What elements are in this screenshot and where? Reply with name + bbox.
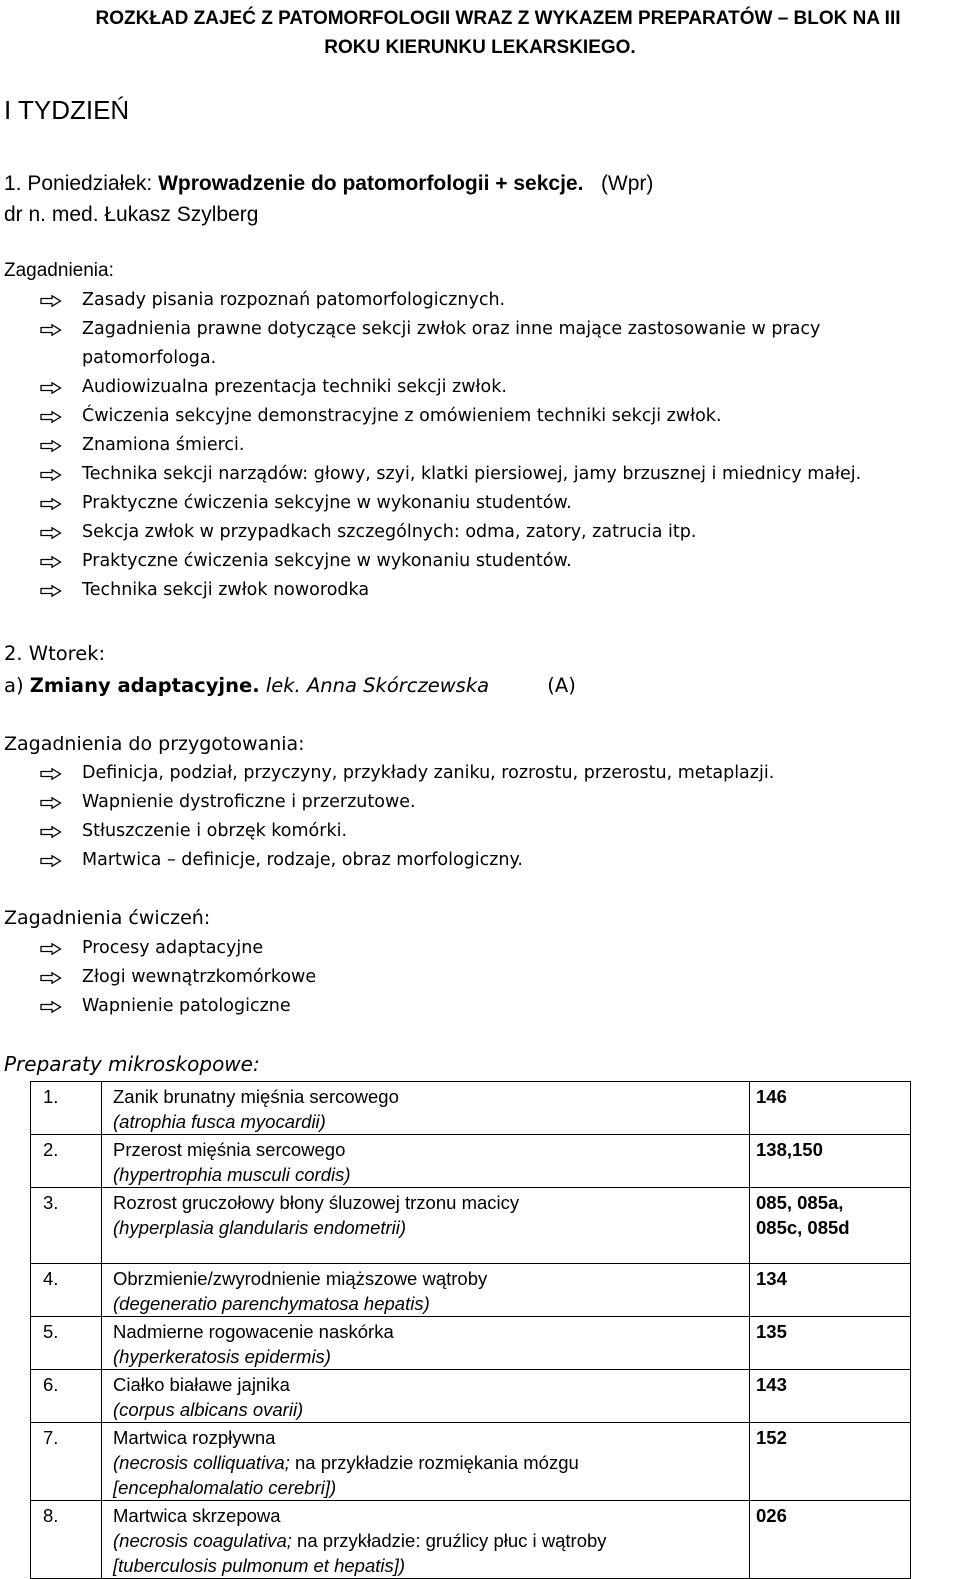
lesson-1-issues-heading: Zagadnienia:	[4, 260, 114, 281]
arrow-right-icon	[40, 295, 62, 307]
list-item: Zagadnienia prawne dotyczące sekcji zwłok oraz inne mające zastosowanie w pracy patomorfologa.	[40, 315, 861, 373]
list-item: Zasady pisania rozpoznań patomorfologicznych.	[40, 286, 861, 315]
arrow-right-icon	[40, 1001, 62, 1013]
arrow-right-icon	[40, 768, 62, 780]
list-item: Definicja, podział, przyczyny, przykłady zaniku, rozrostu, przerostu, metaplazji.	[40, 759, 774, 788]
lesson-1-issues-list	[40, 286, 861, 605]
row-code: 138,150	[750, 1135, 911, 1188]
table-row	[31, 1501, 911, 1579]
row-code: 146	[750, 1082, 911, 1135]
row-code: 134	[750, 1264, 911, 1317]
arrow-right-icon	[40, 440, 62, 452]
list-item: Praktyczne ćwiczenia sekcyjne w wykonaniu studentów.	[40, 547, 861, 576]
arrow-right-icon	[40, 498, 62, 510]
row-code: 143	[750, 1370, 911, 1423]
arrow-right-icon	[40, 324, 62, 336]
row-number: 8.	[31, 1501, 102, 1579]
list-item: Sekcja zwłok w przypadkach szczególnych: odma, zatory, zatrucia itp.	[40, 518, 861, 547]
lesson-2-day: 2. Wtorek:	[4, 642, 106, 665]
lesson-2-prep-list	[40, 759, 774, 875]
table-row	[31, 1370, 911, 1423]
row-number: 3.	[31, 1188, 102, 1264]
row-code: 026	[750, 1501, 911, 1579]
row-number: 2.	[31, 1135, 102, 1188]
arrow-right-icon	[40, 469, 62, 481]
lesson-1-topic: Wprowadzenie do patomorfologii + sekcje.	[158, 172, 584, 195]
row-description: Rozrost gruczołowy błony śluzowej trzonu macicy (hyperplasia glandularis endometrii)	[102, 1188, 750, 1264]
lesson-2-prefix: a)	[4, 674, 24, 697]
list-item: Audiowizualna prezentacja techniki sekcji zwłok.	[40, 373, 861, 402]
arrow-right-icon	[40, 585, 62, 597]
row-number: 7.	[31, 1423, 102, 1501]
arrow-right-icon	[40, 826, 62, 838]
list-item: Stłuszczenie i obrzęk komórki.	[40, 817, 774, 846]
lesson-1-header	[4, 168, 653, 230]
row-description: Ciałko białawe jajnika (corpus albicans ovarii)	[102, 1370, 750, 1423]
list-item: Wapnienie patologiczne	[40, 992, 316, 1021]
list-item: Technika sekcji zwłok noworodka	[40, 576, 861, 605]
list-item: Wapnienie dystroficzne i przerzutowe.	[40, 788, 774, 817]
lesson-2-header	[4, 638, 576, 702]
lesson-2-code: (A)	[547, 674, 576, 697]
table-row	[31, 1135, 911, 1188]
row-number: 5.	[31, 1317, 102, 1370]
row-number: 4.	[31, 1264, 102, 1317]
list-item: Ćwiczenia sekcyjne demonstracyjne z omówieniem techniki sekcji zwłok.	[40, 402, 861, 431]
lesson-2-prep-heading: Zagadnienia do przygotowania:	[4, 733, 305, 755]
row-description: Obrzmienie/zwyrodnienie miąższowe wątroby (degeneratio parenchymatosa hepatis)	[102, 1264, 750, 1317]
lesson-2-lecturer: Anna Skórczewska	[306, 674, 490, 697]
row-number: 6.	[31, 1370, 102, 1423]
lesson-1-code: (Wpr)	[600, 172, 654, 195]
arrow-right-icon	[40, 797, 62, 809]
list-item: Praktyczne ćwiczenia sekcyjne w wykonaniu studentów.	[40, 489, 861, 518]
arrow-right-icon	[40, 411, 62, 423]
lesson-2-topic: Zmiany adaptacyjne.	[29, 674, 260, 697]
list-item: Znamiona śmierci.	[40, 431, 861, 460]
row-description: Zanik brunatny mięśnia sercowego (atrophia fusca myocardii)	[102, 1082, 750, 1135]
preparations-table	[30, 1081, 911, 1579]
lesson-1-day: 1. Poniedziałek:	[4, 172, 153, 195]
row-description: Nadmierne rogowacenie naskórka (hyperkeratosis epidermis)	[102, 1317, 750, 1370]
arrow-right-icon	[40, 943, 62, 955]
arrow-right-icon	[40, 527, 62, 539]
lesson-2-exercise-list	[40, 934, 316, 1021]
table-row	[31, 1423, 911, 1501]
week-heading: I TYDZIEŃ	[4, 95, 130, 125]
arrow-right-icon	[40, 382, 62, 394]
table-row	[31, 1082, 911, 1135]
list-item: Technika sekcji narządów: głowy, szyi, klatki piersiowej, jamy brzusznej i miednicy małej.	[40, 460, 861, 489]
list-item: Martwica – definicje, rodzaje, obraz morfologiczny.	[40, 846, 774, 875]
list-item: Procesy adaptacyjne	[40, 934, 316, 963]
table-row	[31, 1264, 911, 1317]
list-item: Złogi wewnątrzkomórkowe	[40, 963, 316, 992]
lesson-2-exercise-heading: Zagadnienia ćwiczeń:	[4, 907, 211, 929]
document-title	[0, 4, 960, 62]
row-number: 1.	[31, 1082, 102, 1135]
arrow-right-icon	[40, 556, 62, 568]
row-description: Martwica rozpływna (necrosis colliquativa; na przykładzie rozmiękania mózgu [encephalomalatio cerebri])	[102, 1423, 750, 1501]
lesson-2-lecturer-title: lek.	[265, 674, 301, 697]
preparations-heading: Preparaty mikroskopowe:	[4, 1052, 260, 1076]
arrow-right-icon	[40, 972, 62, 984]
table-row	[31, 1317, 911, 1370]
title-line-2: ROKU KIERUNKU LEKARSKIEGO.	[324, 37, 636, 58]
row-code: 135	[750, 1317, 911, 1370]
row-description: Przerost mięśnia sercowego (hypertrophia musculi cordis)	[102, 1135, 750, 1188]
row-description: Martwica skrzepowa (necrosis coagulativa; na przykładzie: gruźlicy płuc i wątroby [tuberculosis pulmonum et hepatis])	[102, 1501, 750, 1579]
title-line-1: ROZKŁAD ZAJEĆ Z PATOMORFOLOGII WRAZ Z WYKAZEM PREPARATÓW – BLOK NA III	[95, 8, 901, 29]
lesson-1-lecturer: dr n. med. Łukasz Szylberg	[4, 203, 259, 226]
table-row	[31, 1188, 911, 1264]
arrow-right-icon	[40, 855, 62, 867]
row-code: 152	[750, 1423, 911, 1501]
row-code: 085, 085a, 085c, 085d	[750, 1188, 911, 1264]
